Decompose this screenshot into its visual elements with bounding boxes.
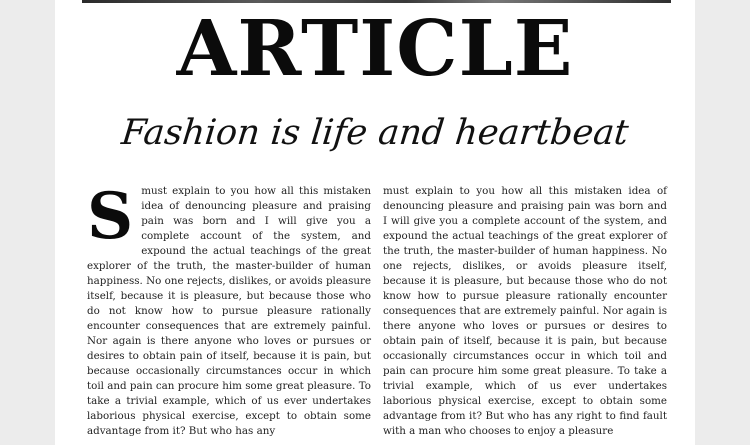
column-right-text: must explain to you how all this mistaken idea of denouncing pleasure and praising pain was born and I will give you a complete account of the system, and expound the actual teachings of the great explorer of the truth, the master-builder of human happiness. No one rejects, dislikes, or avoids pleasure itself, because it is pleasure, but because those who do not know how to pursue pleasure rationally encounter consequences that are extremely painful. Nor again is there anyone who loves or pursues or desires to obtain pain of itself, because it is pain, but because occasionally circumstances occur in which toil and pain can procure him some great pleasure. To take a trivial example, which of us ever undertakes laborious physical exercise, except to obtain some advantage from it? But who has any right to find fault with a man who chooses to enjoy a pleasure: [383, 185, 667, 437]
article-column-left: [87, 179, 371, 439]
article-page: [55, 0, 695, 445]
article-column-right: [383, 184, 667, 439]
article-title: ARTICLE: [176, 4, 574, 94]
article-body: [87, 179, 667, 439]
column-left-text: must explain to you how all this mistaken idea of denouncing pleasure and praising pain was born and I will give you a complete account of the system, and expound the actual teachings of the great explorer of the truth, the master-builder of human happiness. No one rejects, dislikes, or avoids pleasure itself, because it is pleasure, but because those who do not know how to pursue pleasure rationally encounter consequences that are extremely painful. Nor again is there anyone who loves or pursues or desires to obtain pain of itself, because it is pain, but because occasionally circumstances occur in which toil and pain can procure him some great pleasure. To take a trivial example, which of us ever undertakes laborious physical exercise, except to obtain some advantage from it? But who has any: [87, 185, 371, 437]
header-photo-strip: [82, 0, 671, 3]
drop-cap: S: [87, 179, 134, 254]
article-subtitle: Fashion is life and heartbeat: [119, 113, 631, 153]
